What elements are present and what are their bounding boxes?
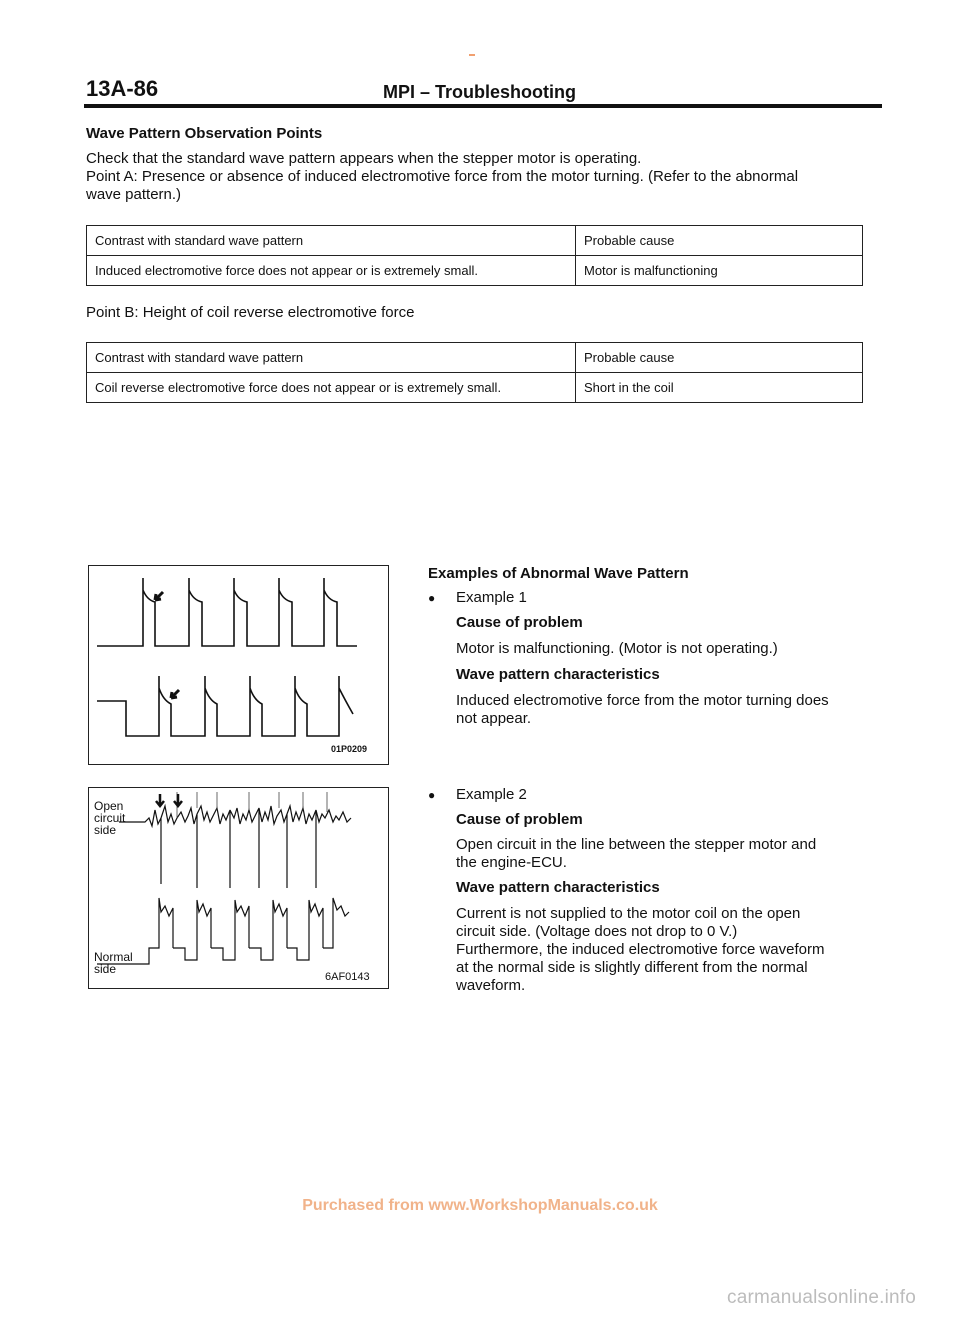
figure-code: 6AF0143 bbox=[325, 971, 370, 983]
example1-waveform-figure bbox=[88, 565, 389, 765]
normal-side-waveform bbox=[97, 898, 349, 964]
section-title: MPI – Troubleshooting bbox=[383, 82, 576, 102]
example1-characteristics-line: Induced electromotive force from the motor turning does bbox=[456, 692, 829, 709]
intro-line-3: wave pattern.) bbox=[86, 186, 182, 203]
open-circuit-side-label bbox=[94, 800, 125, 836]
example2-waveform-figure bbox=[88, 787, 389, 989]
normal-side-label bbox=[94, 951, 133, 975]
table-header-cell: Contrast with standard wave pattern bbox=[87, 343, 576, 373]
site-logo-text: carmanualsonline.info bbox=[727, 1287, 917, 1308]
decorative-mark bbox=[469, 54, 475, 56]
waveform-line-lower bbox=[97, 676, 353, 736]
observation-points-heading: Wave Pattern Observation Points bbox=[86, 125, 323, 142]
table-header-cell: Probable cause bbox=[576, 343, 863, 373]
example1-cause: Motor is malfunctioning. (Motor is not operating.) bbox=[456, 640, 778, 657]
example2-characteristics-line: Current is not supplied to the motor coil on the open bbox=[456, 905, 801, 922]
arrow-icon bbox=[174, 794, 182, 806]
example1-waveform-svg bbox=[89, 566, 388, 764]
table-header-cell: Contrast with standard wave pattern bbox=[87, 226, 576, 256]
example2-cause-line: Open circuit in the line between the stepper motor and bbox=[456, 836, 817, 853]
abnormal-examples-heading: Examples of Abnormal Wave Pattern bbox=[428, 565, 689, 582]
table-cell: Induced electromotive force does not appear or is extremely small. bbox=[87, 256, 576, 286]
waveform-line-upper bbox=[97, 578, 357, 646]
table-header-row bbox=[87, 343, 863, 373]
purchase-watermark: Purchased from www.WorkshopManuals.co.uk bbox=[302, 1197, 658, 1214]
table-header-row bbox=[87, 226, 863, 256]
arrow-icon bbox=[156, 794, 164, 806]
bullet-icon: ● bbox=[428, 788, 436, 802]
example1-title: Example 1 bbox=[456, 589, 527, 606]
label-line: side bbox=[94, 962, 117, 976]
example1-cause-heading: Cause of problem bbox=[456, 614, 583, 631]
point-b-table bbox=[86, 342, 863, 403]
example2-cause-line: the engine-ECU. bbox=[456, 854, 567, 871]
example2-characteristics-line: waveform. bbox=[456, 977, 526, 994]
point-a-table bbox=[86, 225, 863, 286]
arrow-icon bbox=[155, 592, 163, 600]
table-header-cell: Probable cause bbox=[576, 226, 863, 256]
intro-line-1: Check that the standard wave pattern appears when the stepper motor is operating. bbox=[86, 150, 642, 167]
point-b-label: Point B: Height of coil reverse electromotive force bbox=[86, 304, 415, 321]
label-line: Normal bbox=[94, 950, 133, 964]
header-rule bbox=[84, 104, 882, 108]
example2-characteristics-line: circuit side. (Voltage does not drop to 0 V.) bbox=[456, 923, 738, 940]
table-cell: Short in the coil bbox=[576, 373, 863, 403]
example1-characteristics-heading: Wave pattern characteristics bbox=[456, 666, 660, 683]
open-circuit-waveform bbox=[119, 806, 351, 888]
page-number: 13A-86 bbox=[86, 76, 159, 101]
table-row bbox=[87, 373, 863, 403]
intro-line-2: Point A: Presence or absence of induced electromotive force from the motor turning. (Refer to the abnormal bbox=[86, 168, 799, 185]
label-line: Open bbox=[94, 799, 124, 813]
example2-characteristics-heading: Wave pattern characteristics bbox=[456, 879, 660, 896]
example2-characteristics-line: at the normal side is slightly different from the normal bbox=[456, 959, 808, 976]
figure-code: 01P0209 bbox=[331, 744, 368, 754]
example2-cause-heading: Cause of problem bbox=[456, 811, 583, 828]
table-row bbox=[87, 256, 863, 286]
example2-title: Example 2 bbox=[456, 786, 527, 803]
label-line: side bbox=[94, 823, 117, 837]
table-cell: Coil reverse electromotive force does not appear or is extremely small. bbox=[87, 373, 576, 403]
example1-characteristics-line: not appear. bbox=[456, 710, 532, 727]
arrow-icon bbox=[171, 690, 179, 698]
table-cell: Motor is malfunctioning bbox=[576, 256, 863, 286]
bullet-icon: ● bbox=[428, 591, 436, 605]
example2-waveform-svg bbox=[89, 788, 388, 988]
label-line: circuit bbox=[94, 811, 126, 825]
example2-characteristics-line: Furthermore, the induced electromotive force waveform bbox=[456, 941, 825, 958]
